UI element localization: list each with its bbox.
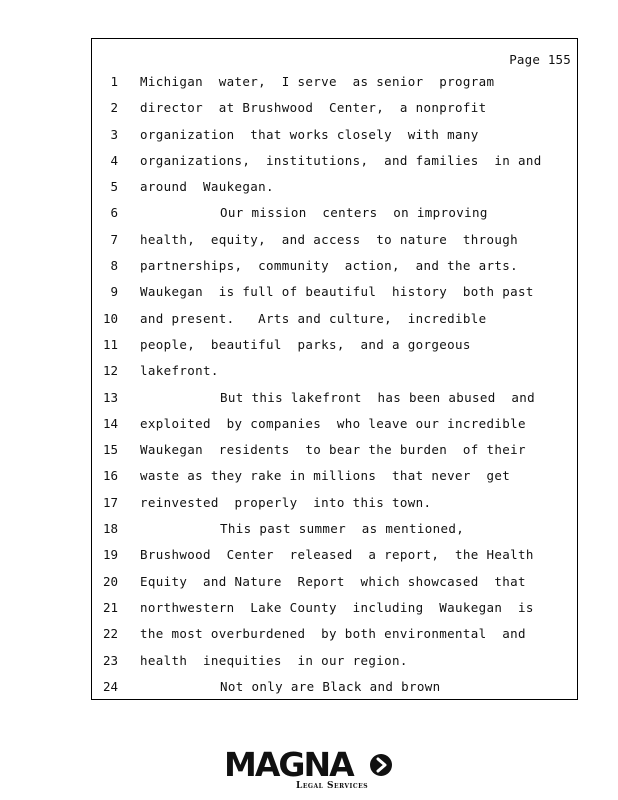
line-text: people, beautiful parks, and a gorgeous [140, 336, 471, 352]
transcript-line [92, 180, 577, 206]
line-number: 8 [110, 258, 118, 274]
line-number: 2 [110, 100, 118, 116]
line-text: Waukegan residents to bear the burden of their [140, 442, 526, 458]
line-text: reinvested properly into this town. [140, 494, 432, 510]
line-text: and present. Arts and culture, incredible [140, 310, 487, 326]
transcript-line [92, 680, 577, 706]
line-number: 20 [102, 573, 118, 589]
transcript-line [92, 391, 577, 417]
transcript-line [92, 548, 577, 574]
line-text: around Waukegan. [140, 179, 274, 195]
transcript-line [92, 285, 577, 311]
line-text: director at Brushwood Center, a nonprofit [140, 100, 487, 116]
line-text: exploited by companies who leave our incredible [140, 415, 526, 431]
line-number: 3 [110, 126, 118, 142]
transcript-line [92, 154, 577, 180]
line-text: Brushwood Center released a report, the Health [140, 547, 534, 563]
line-number: 5 [110, 179, 118, 195]
line-text: This past summer as mentioned, [220, 521, 465, 537]
arrow-circle-icon [369, 753, 393, 777]
line-text: Equity and Nature Report which showcased that [140, 573, 526, 589]
line-number: 14 [102, 415, 118, 431]
line-text: Our mission centers on improving [220, 205, 488, 221]
transcript-line [92, 575, 577, 601]
line-number: 23 [102, 652, 118, 668]
line-text: Waukegan is full of beautiful history both past [140, 284, 534, 300]
line-text: health, equity, and access to nature through [140, 231, 519, 247]
transcript-line [92, 312, 577, 338]
line-number: 1 [110, 74, 118, 89]
transcript-line [92, 338, 577, 364]
line-number: 19 [102, 547, 118, 563]
transcript-line [92, 128, 577, 154]
transcript-line [92, 627, 577, 653]
line-number: 17 [102, 494, 118, 510]
line-number: 10 [102, 310, 118, 326]
transcript-line [92, 101, 577, 127]
transcript-line [92, 443, 577, 469]
line-number: 4 [110, 152, 118, 168]
logo-tagline: Legal Services [296, 781, 369, 791]
line-number: 24 [102, 678, 118, 694]
line-text: partnerships, community action, and the arts. [140, 258, 519, 274]
line-number: 12 [102, 363, 118, 379]
logo-wordmark: MAGNA [224, 745, 353, 784]
line-text: northwestern Lake County including Waukegan is [140, 599, 534, 615]
transcript-line [92, 259, 577, 285]
transcript-line [92, 522, 577, 548]
line-number: 22 [102, 626, 118, 642]
line-text: organizations, institutions, and families in and [140, 152, 542, 168]
line-number: 6 [110, 205, 118, 221]
transcript-lines [92, 75, 577, 706]
line-text: organization that works closely with many [140, 126, 479, 142]
transcript-line [92, 601, 577, 627]
transcript-line [92, 654, 577, 680]
line-number: 7 [110, 231, 118, 247]
transcript-line [92, 75, 577, 101]
line-text: lakefront. [140, 363, 219, 379]
transcript-line [92, 496, 577, 522]
line-text: waste as they rake in millions that never get [140, 468, 511, 484]
line-text: Michigan water, I serve as senior program [140, 74, 495, 89]
line-number: 11 [102, 336, 118, 352]
line-number: 15 [102, 442, 118, 458]
line-text: Not only are Black and brown [220, 678, 441, 694]
transcript-page [91, 38, 578, 700]
line-number: 21 [102, 599, 118, 615]
transcript-line [92, 469, 577, 495]
line-text: health inequities in our region. [140, 652, 408, 668]
transcript-line [92, 233, 577, 259]
line-number: 13 [102, 389, 118, 405]
transcript-line [92, 417, 577, 443]
transcript-line [92, 206, 577, 232]
line-number: 16 [102, 468, 118, 484]
line-number: 9 [110, 284, 118, 300]
line-text: But this lakefront has been abused and [220, 389, 536, 405]
transcript-line [92, 364, 577, 390]
magna-logo [224, 745, 394, 792]
line-text: the most overburdened by both environmental and [140, 626, 526, 642]
line-number: 18 [102, 521, 118, 537]
page-number: Page 155 [509, 52, 571, 67]
